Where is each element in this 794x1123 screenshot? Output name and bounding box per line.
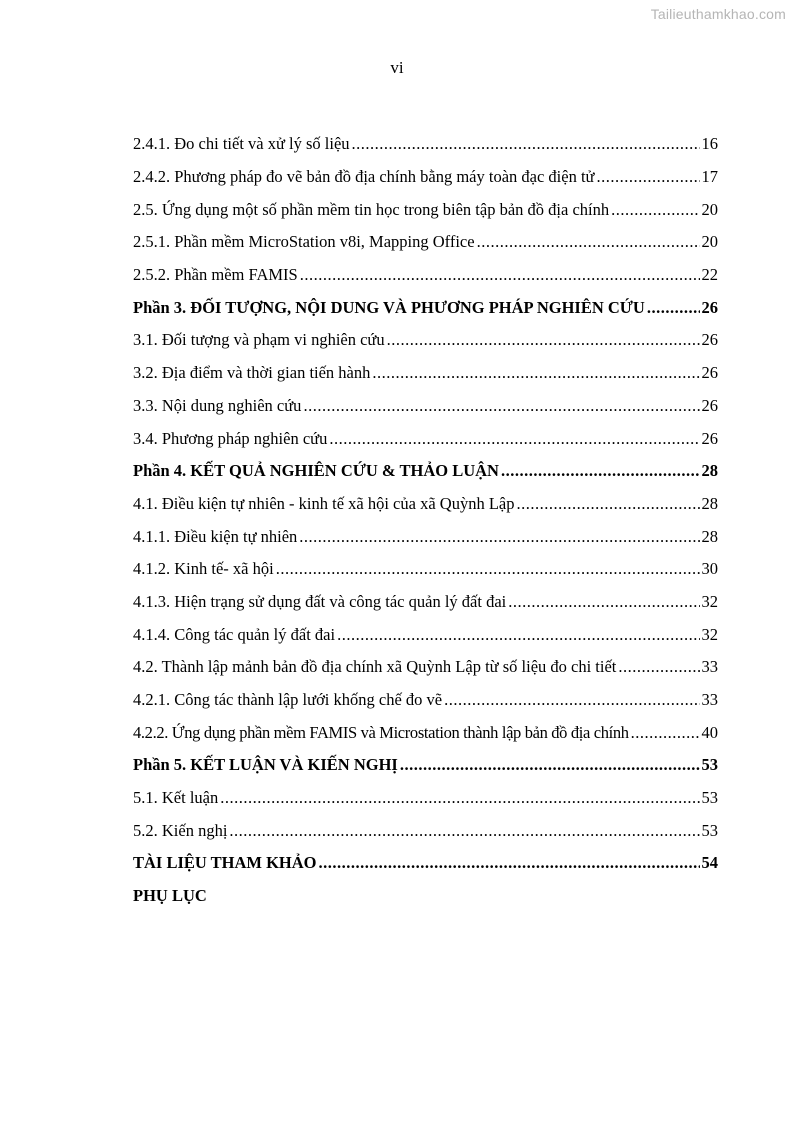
watermark-text: Tailieuthamkhao.com: [650, 6, 786, 22]
toc-entry-title: 4.1. Điều kiện tự nhiên - kinh tế xã hội của xã Quỳnh Lập: [133, 493, 515, 513]
toc-entry-page: 33: [701, 690, 718, 710]
toc-entry: [133, 161, 718, 194]
toc-entry-page: 26: [701, 428, 718, 448]
toc-entry-page: 30: [701, 559, 718, 579]
toc-entry: [133, 390, 718, 423]
toc-entry-page: 20: [701, 199, 718, 219]
toc-entry: [133, 488, 718, 521]
toc-entry-title: 4.1.1. Điều kiện tự nhiên: [133, 526, 298, 546]
toc-entry: [133, 749, 718, 782]
toc-entry: [133, 357, 718, 390]
table-of-contents: [133, 128, 718, 913]
toc-entry-title: 2.4.2. Phương pháp đo vẽ bản đồ địa chính bằng máy toàn đạc điện tử: [133, 167, 595, 187]
toc-entry-page: 20: [701, 232, 718, 252]
toc-entry-page: 33: [701, 657, 718, 677]
toc-entry-title: 4.2.1. Công tác thành lập lưới khống chế đo vẽ: [133, 690, 443, 710]
toc-entry-title: 5.1. Kết luận: [133, 788, 219, 808]
toc-entry-page: 22: [701, 265, 718, 285]
toc-entry-page: 16: [701, 134, 718, 154]
dot-leader: [631, 723, 700, 743]
toc-entry-page: 28: [701, 526, 718, 546]
toc-entry: [133, 128, 718, 161]
toc-entry-title: 4.2.2. Ứng dụng phần mềm FAMIS và Microstation thành lập bản đồ địa chính: [133, 722, 629, 742]
toc-entry-title: 3.3. Nội dung nghiên cứu: [133, 395, 302, 415]
dot-leader: [372, 363, 699, 383]
dot-leader: [618, 657, 699, 677]
toc-entry-title: TÀI LIỆU THAM KHẢO: [133, 853, 317, 873]
page-number: vi: [390, 58, 404, 77]
dot-leader: [444, 690, 699, 710]
toc-entry: [133, 684, 718, 717]
toc-entry-title: 4.1.2. Kinh tế- xã hội: [133, 559, 274, 579]
dot-leader: [352, 134, 700, 154]
toc-entry-page: 26: [701, 297, 718, 317]
toc-entry-title: PHỤ LỤC: [133, 886, 207, 906]
toc-entry: [133, 455, 718, 488]
dot-leader: [303, 396, 699, 416]
toc-entry: [133, 226, 718, 259]
toc-entry: [133, 782, 718, 815]
dot-leader: [647, 298, 700, 318]
toc-entry-page: 28: [701, 461, 718, 481]
dot-leader: [508, 592, 699, 612]
dot-leader: [501, 461, 700, 481]
toc-entry-title: 4.1.4. Công tác quản lý đất đai: [133, 624, 336, 644]
toc-entry-page: 53: [701, 755, 718, 775]
dot-leader: [611, 200, 699, 220]
toc-entry: [133, 291, 718, 324]
dot-leader: [516, 494, 699, 514]
toc-entry-page: 26: [701, 363, 718, 383]
dot-leader: [319, 853, 700, 873]
dot-leader: [329, 429, 699, 449]
toc-entry: [133, 422, 718, 455]
dot-leader: [400, 755, 700, 775]
toc-entry-page: 28: [701, 493, 718, 513]
dot-leader: [299, 527, 699, 547]
toc-entry-page: 40: [701, 722, 718, 742]
toc-entry: [133, 814, 718, 847]
toc-entry: [133, 880, 718, 913]
toc-entry: [133, 618, 718, 651]
toc-entry: [133, 716, 718, 749]
toc-entry: [133, 520, 718, 553]
toc-entry: [133, 651, 718, 684]
dot-leader: [229, 821, 699, 841]
toc-entry-title: 5.2. Kiến nghị: [133, 820, 228, 840]
toc-entry: [133, 553, 718, 586]
dot-leader: [477, 232, 700, 252]
toc-entry-title: 4.2. Thành lập mảnh bản đồ địa chính xã Quỳnh Lập từ số liệu đo chi tiết: [133, 657, 617, 677]
dot-leader: [276, 559, 700, 579]
toc-entry: [133, 324, 718, 357]
toc-entry-title: 2.5.2. Phần mềm FAMIS: [133, 265, 298, 285]
toc-entry-title: 2.5. Ứng dụng một số phần mềm tin học trong biên tập bản đồ địa chính: [133, 199, 610, 219]
toc-entry: [133, 586, 718, 619]
toc-entry-page: 17: [701, 167, 718, 187]
dot-leader: [596, 167, 699, 187]
toc-entry-title: 2.5.1. Phần mềm MicroStation v8i, Mapping Office: [133, 232, 475, 252]
dot-leader: [337, 625, 699, 645]
dot-leader: [387, 330, 700, 350]
toc-entry-title: 3.4. Phương pháp nghiên cứu: [133, 428, 328, 448]
dot-leader: [300, 265, 700, 285]
toc-entry-page: 26: [701, 330, 718, 350]
toc-entry-page: 26: [701, 395, 718, 415]
toc-entry-page: 32: [701, 624, 718, 644]
toc-entry-title: 3.1. Đối tượng và phạm vi nghiên cứu: [133, 330, 385, 350]
toc-entry-page: 54: [701, 853, 718, 873]
toc-entry-title: Phần 5. KẾT LUẬN VÀ KIẾN NGHỊ: [133, 755, 398, 775]
toc-entry-title: 3.2. Địa điểm và thời gian tiến hành: [133, 363, 371, 383]
toc-entry: [133, 193, 718, 226]
toc-entry: [133, 259, 718, 292]
toc-entry-title: 4.1.3. Hiện trạng sử dụng đất và công tác quản lý đất đai: [133, 591, 507, 611]
toc-entry-title: 2.4.1. Đo chi tiết và xử lý số liệu: [133, 134, 350, 154]
toc-entry: [133, 847, 718, 880]
dot-leader: [220, 788, 699, 808]
toc-entry-page: 32: [701, 591, 718, 611]
toc-entry-page: 53: [701, 820, 718, 840]
toc-entry-title: Phần 3. ĐỐI TƯỢNG, NỘI DUNG VÀ PHƯƠNG PHÁP NGHIÊN CỨU: [133, 297, 645, 317]
toc-entry-title: Phần 4. KẾT QUẢ NGHIÊN CỨU & THẢO LUẬN: [133, 461, 499, 481]
toc-entry-page: 53: [701, 788, 718, 808]
